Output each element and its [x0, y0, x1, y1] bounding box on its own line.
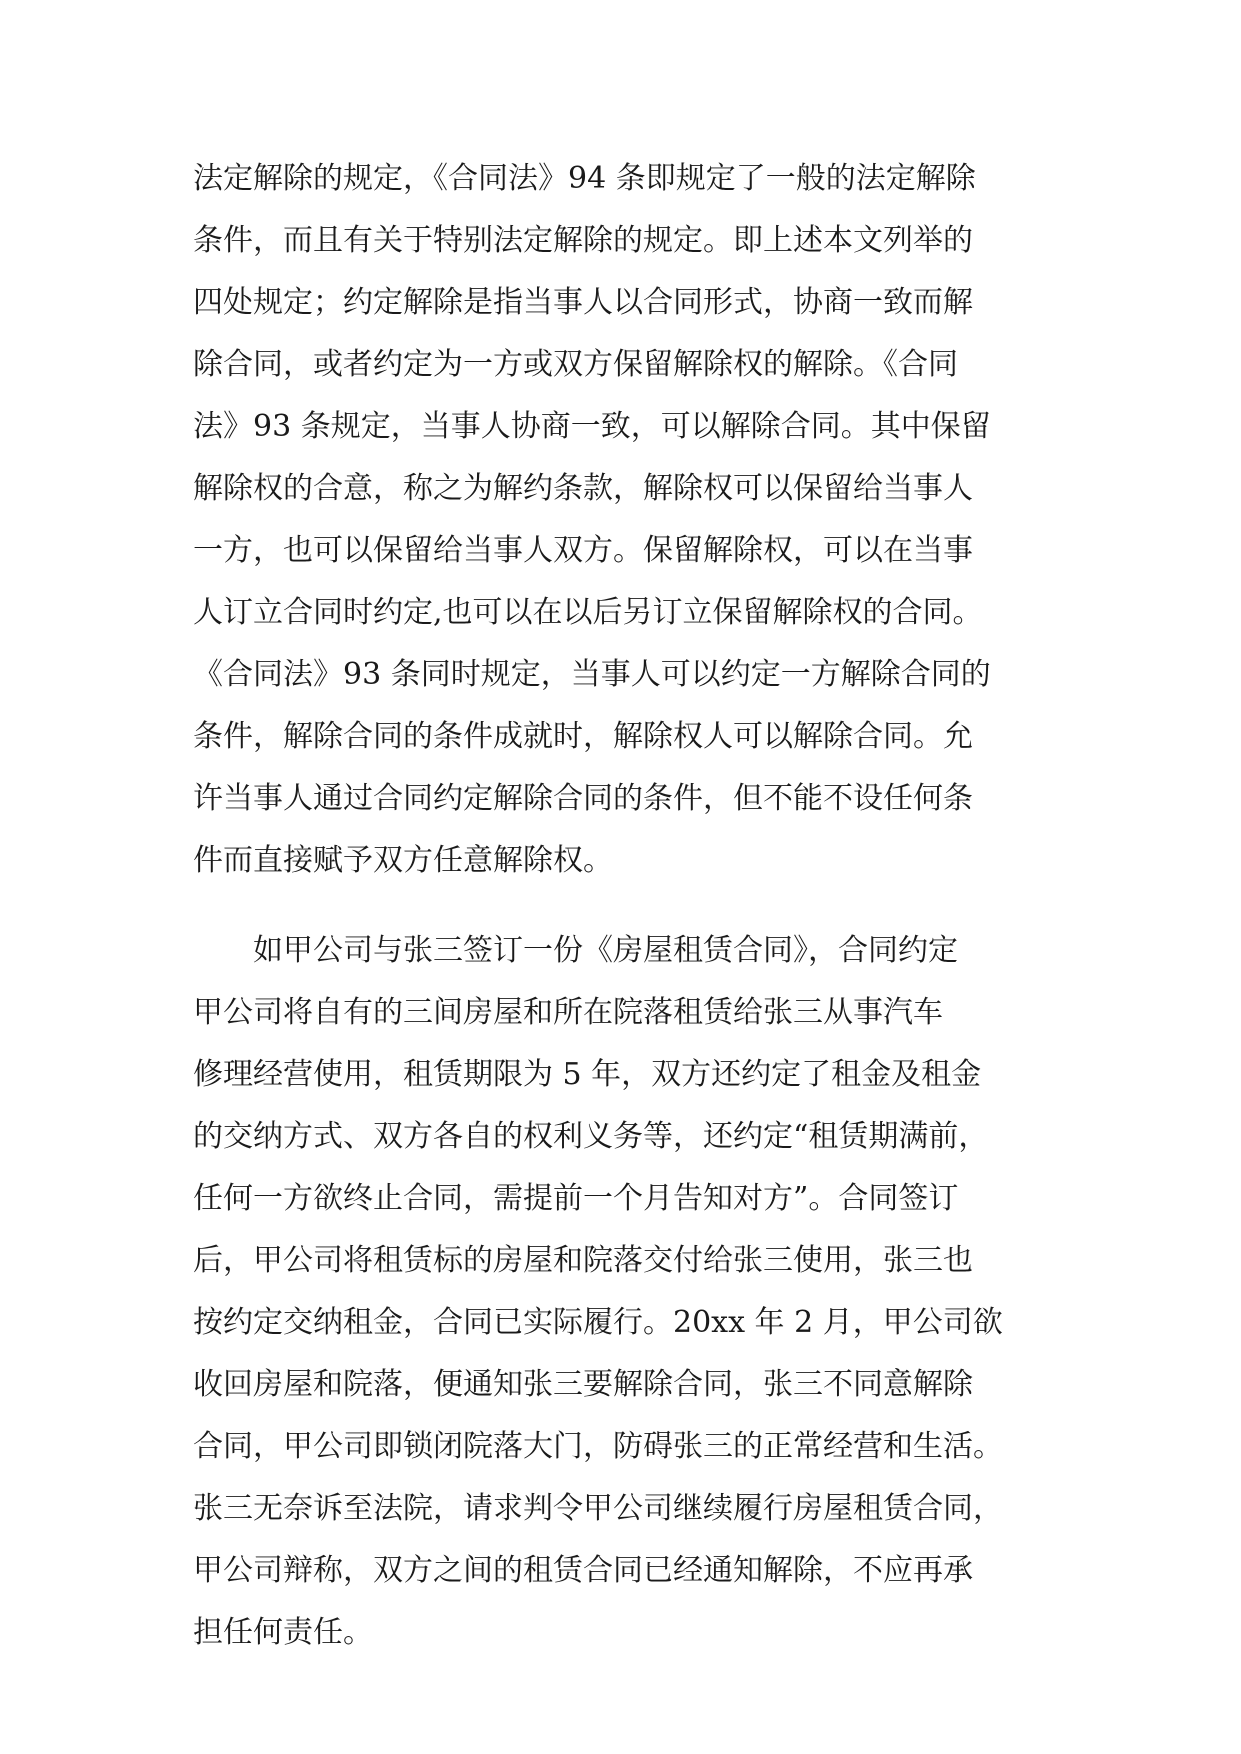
text-line: 的交纳方式、双方各自的权利义务等，还约定“租赁期满前，	[193, 1119, 989, 1154]
text-line: 人订立合同时约定,也可以在以后另订立保留解除权的合同。	[193, 595, 983, 630]
text-line: 一方，也可以保留给当事人双方。保留解除权，可以在当事	[193, 533, 973, 568]
text-line: 《合同法》93 条同时规定，当事人可以约定一方解除合同的	[193, 657, 991, 692]
text-line: 收回房屋和院落，便通知张三要解除合同，张三不同意解除	[193, 1367, 973, 1402]
paragraph-contract-rescission	[193, 148, 1053, 892]
text-line: 修理经营使用，租赁期限为 5 年，双方还约定了租金及租金	[193, 1057, 982, 1092]
text-line: 张三无奈诉至法院，请求判令甲公司继续履行房屋租赁合同，	[193, 1491, 1003, 1526]
text-line: 法》93 条规定，当事人协商一致，可以解除合同。其中保留	[193, 409, 991, 444]
text-line: 按约定交纳租金，合同已实际履行。20xx 年 2 月，甲公司欲	[193, 1305, 1003, 1340]
text-line: 法定解除的规定，《合同法》94 条即规定了一般的法定解除	[193, 161, 976, 196]
text-line: 条件，解除合同的条件成就时，解除权人可以解除合同。允	[193, 719, 973, 754]
paragraph-case-example	[193, 920, 1053, 1664]
text-line: 后，甲公司将租赁标的房屋和院落交付给张三使用，张三也	[193, 1243, 973, 1278]
text-line: 除合同，或者约定为一方或双方保留解除权的解除。《合同	[193, 347, 958, 382]
text-line: 解除权的合意，称之为解约条款，解除权可以保留给当事人	[193, 471, 973, 506]
text-line: 甲公司将自有的三间房屋和所在院落租赁给张三从事汽车	[193, 995, 943, 1030]
text-line: 合同，甲公司即锁闭院落大门，防碍张三的正常经营和生活。	[193, 1429, 1003, 1464]
text-line: 任何一方欲终止合同，需提前一个月告知对方”。合同签订	[193, 1181, 959, 1216]
paragraph-spacing	[193, 892, 1053, 920]
text-line-indented: 如甲公司与张三签订一份《房屋租赁合同》，合同约定	[253, 933, 958, 968]
text-line: 四处规定；约定解除是指当事人以合同形式，协商一致而解	[193, 285, 973, 320]
document-body	[193, 148, 1053, 1664]
text-line: 甲公司辩称，双方之间的租赁合同已经通知解除，不应再承	[193, 1553, 973, 1588]
text-line: 许当事人通过合同约定解除合同的条件，但不能不设任何条	[193, 781, 973, 816]
text-line: 件而直接赋予双方任意解除权。	[193, 843, 613, 878]
text-line: 担任何责任。	[193, 1615, 373, 1650]
text-line: 条件，而且有关于特别法定解除的规定。即上述本文列举的	[193, 223, 973, 258]
